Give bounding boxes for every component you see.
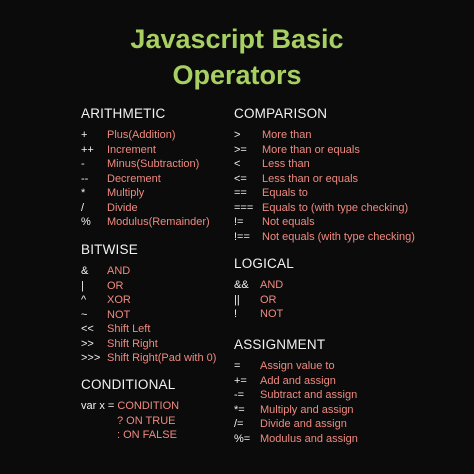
operator-description: AND [107,265,131,277]
operator-symbol: -- [81,172,89,185]
bitwise-row [81,264,216,279]
operator-symbol: && [234,279,249,291]
comparison-row [234,186,415,201]
arithmetic-row [81,157,210,172]
operator-description: NOT [260,308,284,320]
conditional-prefix: var x = [81,400,118,412]
operator-description: Modulus and assign [260,432,358,445]
operator-description: Minus(Subtraction) [107,158,200,170]
operator-description: XOR [107,294,131,306]
conditional-section [81,377,179,443]
operator-symbol: ++ [81,143,94,156]
operator-symbol: > [234,129,241,141]
arithmetic-row [81,143,210,158]
bitwise-row [81,322,216,337]
operator-symbol: *= [234,403,245,416]
operator-symbol: %= [234,432,251,445]
bitwise-row [81,337,216,352]
operator-description: More than or equals [262,143,360,156]
arithmetic-section [81,106,210,230]
arithmetic-row [81,128,210,143]
logical-row [234,278,294,293]
operator-description: Increment [107,143,156,156]
operator-symbol: += [234,374,247,387]
comparison-row [234,157,415,172]
arithmetic-row [81,201,210,216]
operator-description: Add and assign [260,374,336,387]
assignment-row [234,374,358,389]
operator-symbol: < [234,158,241,170]
operator-description: More than [262,129,312,141]
operator-description: Shift Right(Pad with 0) [107,352,217,364]
arithmetic-row [81,215,210,230]
operator-symbol: | [81,279,84,292]
operator-description: Subtract and assign [260,389,358,401]
arithmetic-row [81,186,210,201]
operator-symbol: >= [234,143,247,156]
assignment-row [234,388,358,403]
conditional-on-true: ? ON TRUE [117,414,176,427]
operator-description: Less than or equals [262,172,359,185]
operator-symbol: & [81,265,89,277]
comparison-row [234,201,415,216]
assignment-row [234,403,358,418]
conditional-line [81,428,179,443]
operator-description: Multiply [107,187,145,199]
operator-symbol: / [81,201,85,214]
operator-symbol: != [234,216,244,228]
operator-symbol: + [81,129,88,141]
operator-symbol: ^ [81,294,87,306]
operator-symbol: * [81,187,86,199]
assignment-row [234,417,358,432]
conditional-heading: CONDITIONAL [81,377,176,392]
operator-description: Divide [107,201,138,214]
logical-row [234,293,294,308]
operator-symbol: - [81,158,85,170]
operator-description: Assign value to [260,360,335,372]
conditional-line [81,414,179,429]
logical-row [234,307,294,322]
bitwise-row [81,351,216,366]
comparison-heading: COMPARISON [234,106,328,121]
operator-description: Not equals (with type checking) [262,230,415,243]
assignment-section [234,337,358,446]
operator-description: Modulus(Remainder) [107,216,210,228]
operator-symbol: ! [234,308,238,320]
operator-description: Less than [262,158,310,170]
operator-description: Divide and assign [260,418,347,430]
operator-description: Equals to [262,187,308,199]
operator-symbol: % [81,216,91,228]
operator-description: Not equals [262,216,315,228]
operator-symbol: <= [234,172,247,185]
operator-symbol: === [234,201,254,214]
operator-description: NOT [107,308,131,321]
comparison-row [234,172,415,187]
logical-heading: LOGICAL [234,256,294,271]
conditional-on-false: : ON FALSE [117,429,177,441]
operator-symbol: << [81,323,94,335]
comparison-row [234,230,415,245]
comparison-row [234,128,415,143]
logical-section [234,256,294,322]
operator-symbol: == [234,187,247,199]
operator-description: Shift Right [107,337,158,350]
comparison-row [234,143,415,158]
assignment-row [234,359,358,374]
page-title-line-1: Javascript Basic [130,24,344,54]
comparison-row [234,215,415,230]
assignment-heading: ASSIGNMENT [234,337,326,352]
operator-description: Shift Left [107,323,151,335]
conditional-condition: CONDITION [117,400,180,412]
operator-description: Plus(Addition) [107,129,176,141]
operator-description: Multiply and assign [260,403,354,416]
operator-symbol: >> [81,337,94,350]
bitwise-heading: BITWISE [81,242,138,257]
page-title-line-2: Operators [172,60,302,90]
bitwise-section [81,242,216,366]
bitwise-row [81,279,216,294]
operator-symbol: || [234,293,240,306]
bitwise-row [81,293,216,308]
arithmetic-row [81,172,210,187]
arithmetic-heading: ARITHMETIC [81,106,166,121]
operator-symbol: /= [234,418,244,430]
comparison-section [234,106,415,244]
assignment-row [234,432,358,447]
operator-symbol: ~ [81,308,88,321]
operator-description: Equals to (with type checking) [262,201,409,214]
operator-symbol: >>> [81,352,101,364]
operator-description: AND [260,279,284,291]
conditional-line [81,399,179,414]
operator-description: Decrement [107,172,161,185]
operator-symbol: = [234,360,241,372]
operator-description: OR [107,279,124,292]
operator-description: OR [260,293,277,306]
bitwise-row [81,308,216,323]
operator-symbol: -= [234,389,245,401]
operator-symbol: !== [234,230,250,243]
